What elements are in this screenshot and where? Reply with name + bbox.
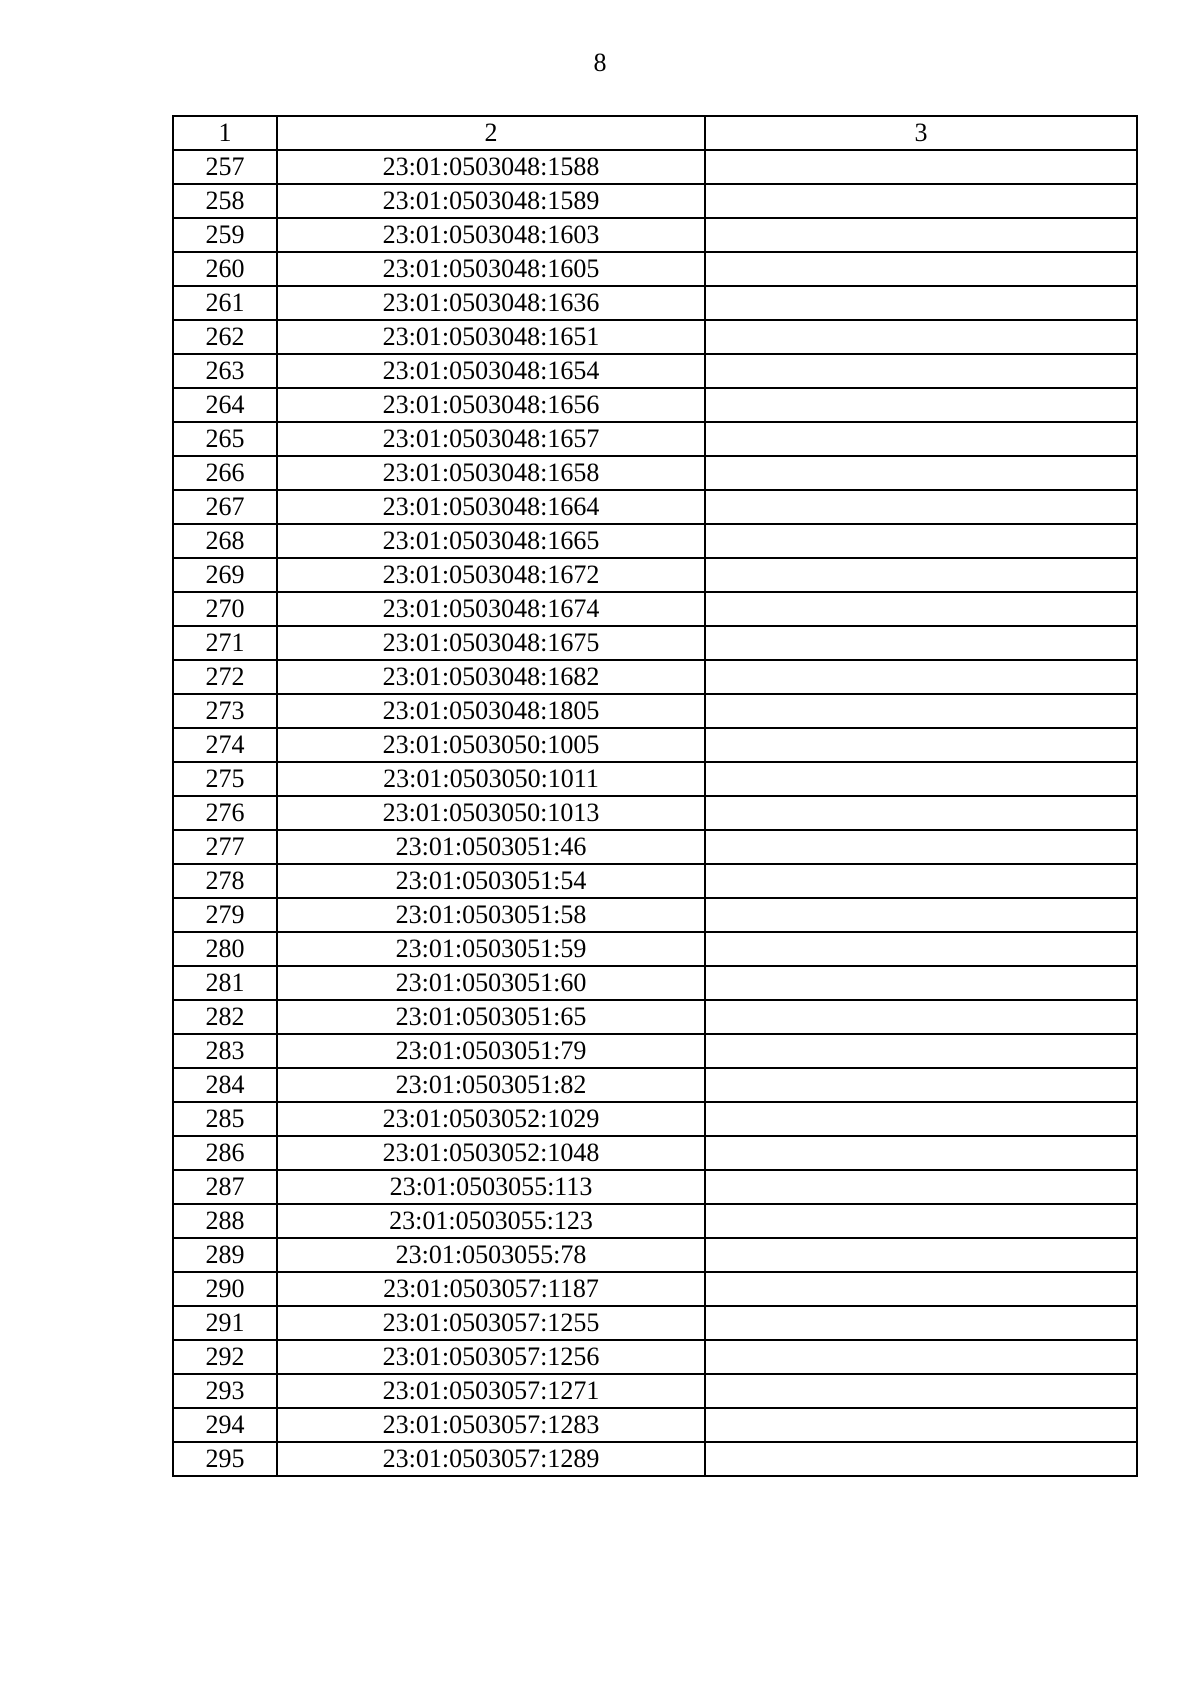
note-cell: [705, 1034, 1137, 1068]
row-number-cell: 261: [173, 286, 277, 320]
note-cell: [705, 966, 1137, 1000]
row-number-cell: 262: [173, 320, 277, 354]
row-number-cell: 257: [173, 150, 277, 184]
row-number-cell: 275: [173, 762, 277, 796]
row-number-cell: 267: [173, 490, 277, 524]
note-cell: [705, 1238, 1137, 1272]
row-number-cell: 280: [173, 932, 277, 966]
cadastral-number-cell: 23:01:0503048:1588: [277, 150, 705, 184]
row-number-cell: 294: [173, 1408, 277, 1442]
row-number-cell: 282: [173, 1000, 277, 1034]
row-number-cell: 281: [173, 966, 277, 1000]
row-number-cell: 286: [173, 1136, 277, 1170]
note-cell: [705, 864, 1137, 898]
note-cell: [705, 592, 1137, 626]
row-number-cell: 285: [173, 1102, 277, 1136]
note-cell: [705, 1374, 1137, 1408]
note-cell: [705, 1442, 1137, 1476]
table-row: [173, 1000, 1137, 1034]
row-number-cell: 279: [173, 898, 277, 932]
table-row: [173, 694, 1137, 728]
table-row: [173, 1408, 1137, 1442]
note-cell: [705, 490, 1137, 524]
cadastral-number-cell: 23:01:0503048:1674: [277, 592, 705, 626]
note-cell: [705, 150, 1137, 184]
row-number-cell: 265: [173, 422, 277, 456]
cadastral-number-cell: 23:01:0503048:1672: [277, 558, 705, 592]
cadastral-number-cell: 23:01:0503050:1013: [277, 796, 705, 830]
table-row: [173, 1442, 1137, 1476]
table-row: [173, 388, 1137, 422]
note-cell: [705, 932, 1137, 966]
row-number-cell: 293: [173, 1374, 277, 1408]
cadastral-number-cell: 23:01:0503048:1665: [277, 524, 705, 558]
table-row: [173, 150, 1137, 184]
row-number-cell: 266: [173, 456, 277, 490]
table-row: [173, 354, 1137, 388]
note-cell: [705, 796, 1137, 830]
table-row: [173, 1374, 1137, 1408]
row-number-cell: 270: [173, 592, 277, 626]
cadastral-number-cell: 23:01:0503051:54: [277, 864, 705, 898]
note-cell: [705, 1068, 1137, 1102]
note-cell: [705, 626, 1137, 660]
cadastral-number-cell: 23:01:0503055:78: [277, 1238, 705, 1272]
table-row: [173, 1034, 1137, 1068]
row-number-cell: 287: [173, 1170, 277, 1204]
table-row: [173, 966, 1137, 1000]
cadastral-number-cell: 23:01:0503057:1271: [277, 1374, 705, 1408]
row-number-cell: 260: [173, 252, 277, 286]
row-number-cell: 259: [173, 218, 277, 252]
row-number-cell: 290: [173, 1272, 277, 1306]
cadastral-number-cell: 23:01:0503050:1005: [277, 728, 705, 762]
cadastral-number-cell: 23:01:0503055:123: [277, 1204, 705, 1238]
cadastral-number-cell: 23:01:0503048:1805: [277, 694, 705, 728]
row-number-cell: 291: [173, 1306, 277, 1340]
cadastral-number-cell: 23:01:0503048:1654: [277, 354, 705, 388]
table-row: [173, 1272, 1137, 1306]
cadastral-number-cell: 23:01:0503048:1605: [277, 252, 705, 286]
row-number-cell: 269: [173, 558, 277, 592]
cadastral-number-cell: 23:01:0503050:1011: [277, 762, 705, 796]
cadastral-number-cell: 23:01:0503057:1255: [277, 1306, 705, 1340]
table-row: [173, 524, 1137, 558]
table-row: [173, 898, 1137, 932]
table-row: [173, 1102, 1137, 1136]
cadastral-number-cell: 23:01:0503051:58: [277, 898, 705, 932]
cadastral-number-cell: 23:01:0503057:1187: [277, 1272, 705, 1306]
table-row: [173, 1068, 1137, 1102]
table-row: [173, 830, 1137, 864]
table-row: [173, 592, 1137, 626]
table-row: [173, 558, 1137, 592]
cadastral-number-cell: 23:01:0503051:59: [277, 932, 705, 966]
note-cell: [705, 524, 1137, 558]
column-header-2: 2: [277, 116, 705, 150]
note-cell: [705, 1408, 1137, 1442]
column-header-1: 1: [173, 116, 277, 150]
table-row: [173, 218, 1137, 252]
row-number-cell: 292: [173, 1340, 277, 1374]
table-row: [173, 456, 1137, 490]
table-header-row: [173, 116, 1137, 150]
row-number-cell: 258: [173, 184, 277, 218]
note-cell: [705, 320, 1137, 354]
row-number-cell: 288: [173, 1204, 277, 1238]
cadastral-number-cell: 23:01:0503048:1656: [277, 388, 705, 422]
row-number-cell: 268: [173, 524, 277, 558]
note-cell: [705, 898, 1137, 932]
cadastral-number-cell: 23:01:0503051:65: [277, 1000, 705, 1034]
note-cell: [705, 694, 1137, 728]
note-cell: [705, 354, 1137, 388]
note-cell: [705, 422, 1137, 456]
note-cell: [705, 218, 1137, 252]
cadastral-number-cell: 23:01:0503048:1589: [277, 184, 705, 218]
table-row: [173, 626, 1137, 660]
row-number-cell: 289: [173, 1238, 277, 1272]
cadastral-table: [172, 115, 1138, 1477]
row-number-cell: 278: [173, 864, 277, 898]
note-cell: [705, 1136, 1137, 1170]
note-cell: [705, 252, 1137, 286]
cadastral-number-cell: 23:01:0503055:113: [277, 1170, 705, 1204]
table-row: [173, 796, 1137, 830]
cadastral-number-cell: 23:01:0503048:1657: [277, 422, 705, 456]
note-cell: [705, 1170, 1137, 1204]
table-row: [173, 1136, 1137, 1170]
table-row: [173, 864, 1137, 898]
note-cell: [705, 388, 1137, 422]
note-cell: [705, 1306, 1137, 1340]
cadastral-number-cell: 23:01:0503048:1651: [277, 320, 705, 354]
cadastral-number-cell: 23:01:0503057:1283: [277, 1408, 705, 1442]
table-row: [173, 184, 1137, 218]
note-cell: [705, 1272, 1137, 1306]
note-cell: [705, 1000, 1137, 1034]
cadastral-number-cell: 23:01:0503048:1636: [277, 286, 705, 320]
table-row: [173, 1170, 1137, 1204]
note-cell: [705, 286, 1137, 320]
row-number-cell: 276: [173, 796, 277, 830]
row-number-cell: 264: [173, 388, 277, 422]
table-row: [173, 762, 1137, 796]
row-number-cell: 284: [173, 1068, 277, 1102]
table-body: [173, 116, 1137, 1476]
note-cell: [705, 660, 1137, 694]
note-cell: [705, 1340, 1137, 1374]
row-number-cell: 277: [173, 830, 277, 864]
cadastral-number-cell: 23:01:0503057:1256: [277, 1340, 705, 1374]
row-number-cell: 274: [173, 728, 277, 762]
cadastral-number-cell: 23:01:0503052:1029: [277, 1102, 705, 1136]
note-cell: [705, 762, 1137, 796]
table-row: [173, 1306, 1137, 1340]
table-row: [173, 320, 1137, 354]
cadastral-number-cell: 23:01:0503048:1603: [277, 218, 705, 252]
cadastral-number-cell: 23:01:0503051:60: [277, 966, 705, 1000]
note-cell: [705, 1204, 1137, 1238]
table-row: [173, 490, 1137, 524]
row-number-cell: 263: [173, 354, 277, 388]
cadastral-number-cell: 23:01:0503051:82: [277, 1068, 705, 1102]
table-row: [173, 1204, 1137, 1238]
note-cell: [705, 184, 1137, 218]
row-number-cell: 271: [173, 626, 277, 660]
row-number-cell: 283: [173, 1034, 277, 1068]
table-row: [173, 932, 1137, 966]
note-cell: [705, 456, 1137, 490]
table-row: [173, 286, 1137, 320]
table-row: [173, 728, 1137, 762]
table-row: [173, 252, 1137, 286]
row-number-cell: 273: [173, 694, 277, 728]
cadastral-number-cell: 23:01:0503048:1675: [277, 626, 705, 660]
table-row: [173, 422, 1137, 456]
cadastral-number-cell: 23:01:0503051:79: [277, 1034, 705, 1068]
cadastral-number-cell: 23:01:0503048:1664: [277, 490, 705, 524]
table-row: [173, 1340, 1137, 1374]
note-cell: [705, 830, 1137, 864]
note-cell: [705, 558, 1137, 592]
cadastral-number-cell: 23:01:0503057:1289: [277, 1442, 705, 1476]
table-row: [173, 1238, 1137, 1272]
cadastral-number-cell: 23:01:0503052:1048: [277, 1136, 705, 1170]
note-cell: [705, 728, 1137, 762]
cadastral-number-cell: 23:01:0503048:1658: [277, 456, 705, 490]
column-header-3: 3: [705, 116, 1137, 150]
table-row: [173, 660, 1137, 694]
cadastral-number-cell: 23:01:0503048:1682: [277, 660, 705, 694]
row-number-cell: 295: [173, 1442, 277, 1476]
note-cell: [705, 1102, 1137, 1136]
cadastral-number-cell: 23:01:0503051:46: [277, 830, 705, 864]
row-number-cell: 272: [173, 660, 277, 694]
page-number: 8: [593, 48, 607, 77]
